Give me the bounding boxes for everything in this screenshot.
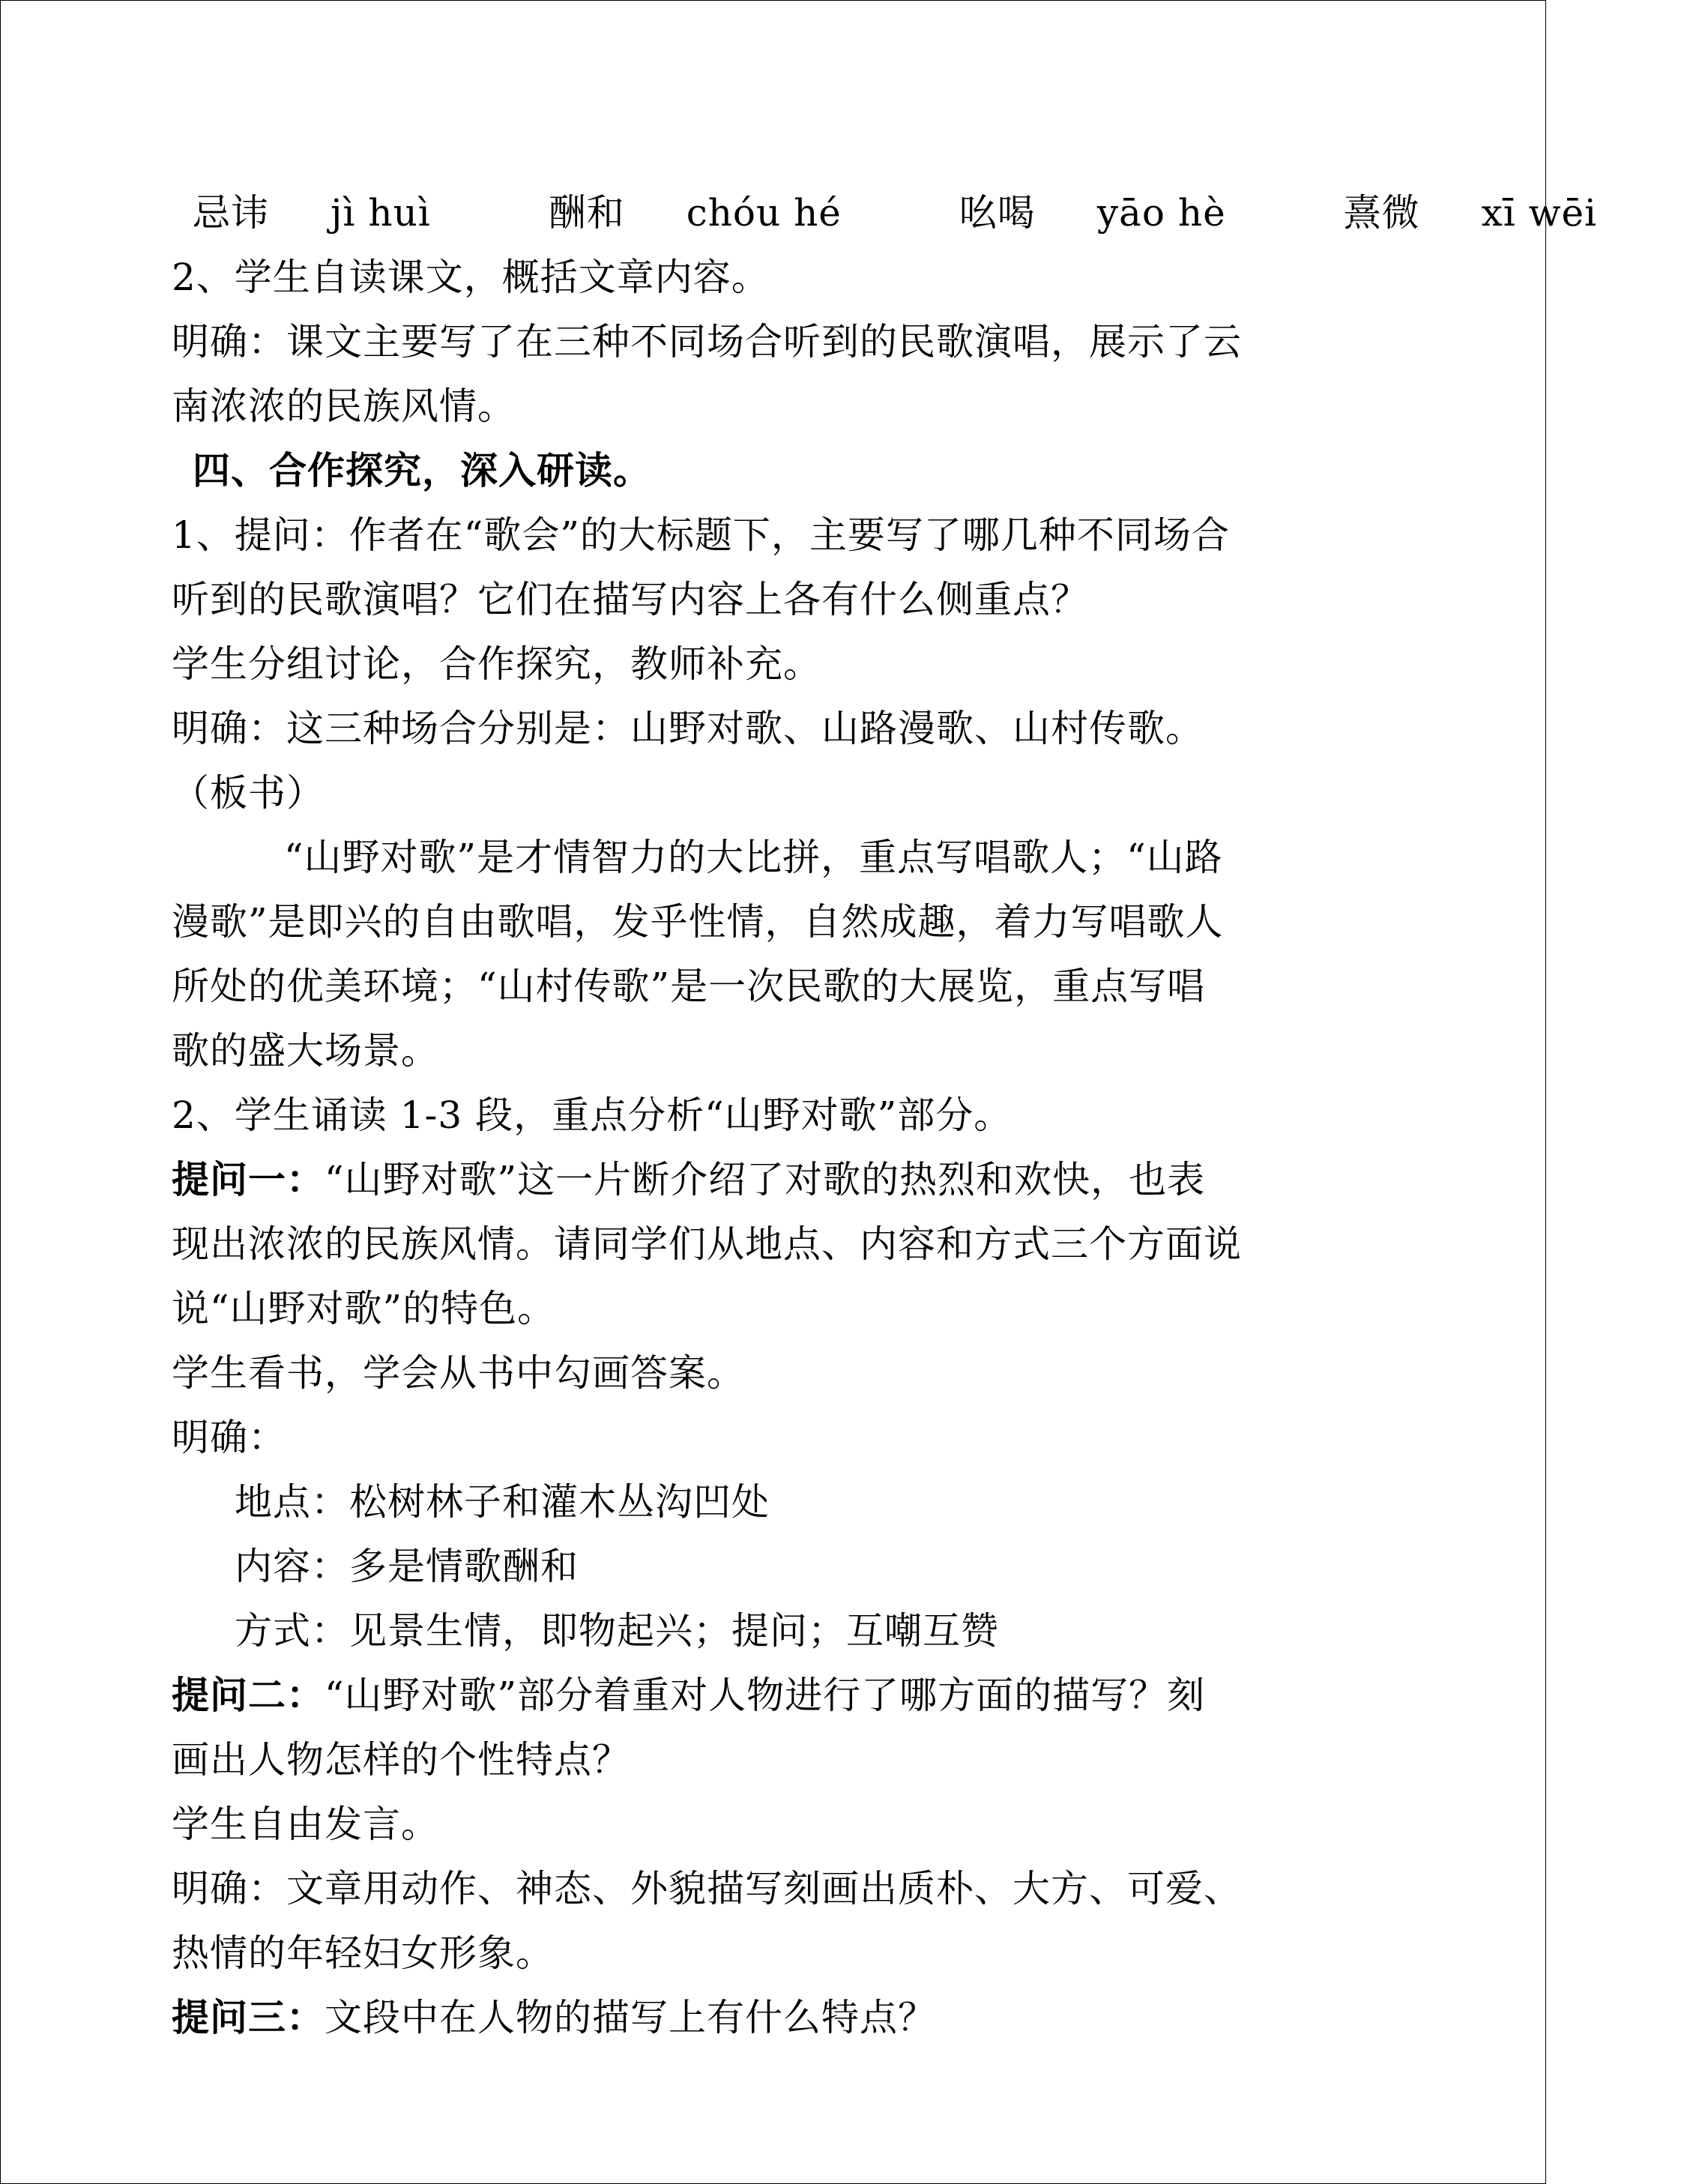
paragraph-line: 南浓浓的民族风情。: [172, 384, 516, 428]
paragraph-line: “山野对歌”是才情智力的大比拼，重点写唱歌人；“山路: [284, 836, 1223, 879]
answer-line: 地点：松树林子和灌木丛沟凹处: [235, 1480, 770, 1524]
question-line: [172, 1147, 1371, 1212]
answer-line: 内容：多是情歌酬和: [235, 1545, 579, 1588]
paragraph-line: 2、学生自读课文，概括文章内容。: [172, 256, 770, 299]
paragraph-line: 学生自由发言。: [172, 1803, 439, 1846]
vocab-pinyin: chóu hé: [686, 191, 842, 235]
paragraph-line: 歌的盛大场景。: [172, 1029, 439, 1073]
paragraph-line: （板书）: [172, 771, 325, 815]
paragraph-line: 画出人物怎样的个性特点？: [172, 1738, 630, 1782]
vocab-item: [549, 191, 894, 235]
paragraph-line: 明确：课文主要写了在三种不同场合听到的民歌演唱，展示了云: [172, 320, 1242, 364]
question-line: [172, 1985, 1371, 2050]
vocab-item: [959, 191, 1279, 235]
paragraph-line: 说“山野对歌”的特色。: [172, 1287, 556, 1330]
paragraph-line: 漫歌”是即兴的自由歌唱，发乎性情，自然成趣，着力写唱歌人: [172, 900, 1224, 944]
paragraph-line: 明确：文章用动作、神态、外貌描写刻画出质朴、大方、可爱、: [172, 1867, 1242, 1910]
vocabulary-line: [172, 181, 1598, 245]
vocab-word: 忌讳: [193, 191, 269, 235]
paragraph-line: 2、学生诵读 1-3 段，重点分析“山野对歌”部分。: [172, 1093, 1013, 1137]
paragraph-line: 明确：: [172, 1416, 286, 1459]
paragraph-line: 所处的优美环境；“山村传歌”是一次民歌的大展览，重点写唱: [172, 965, 1206, 1008]
vocab-item: [193, 191, 483, 235]
question-text: “山野对歌”这一片断介绍了对歌的热烈和欢快，也表: [325, 1158, 1206, 1201]
paragraph-line: 明确：这三种场合分别是：山野对歌、山路漫歌、山村传歌。: [172, 707, 1204, 750]
section-heading: 四、合作探究，深入研读。: [193, 448, 651, 492]
question-label: 提问二：: [172, 1673, 325, 1717]
paragraph-line: 学生分组讨论，合作探究，教师补充。: [172, 642, 821, 686]
vocab-pinyin: xī wēi: [1481, 191, 1598, 235]
paragraph-line: 听到的民歌演唱？它们在描写内容上各有什么侧重点？: [172, 578, 1089, 621]
question-text: 文段中在人物的描写上有什么特点？: [325, 1996, 936, 2039]
vocab-item: [1344, 191, 1650, 235]
vocab-pinyin: jì huì: [331, 191, 431, 235]
paragraph-line: 现出浓浓的民族风情。请同学们从地点、内容和方式三个方面说: [172, 1222, 1242, 1266]
paragraph-line: 热情的年轻妇女形象。: [172, 1931, 554, 1975]
question-label: 提问一：: [172, 1157, 325, 1201]
question-label: 提问三：: [172, 1995, 325, 2039]
vocab-pinyin: yāo hè: [1096, 191, 1226, 235]
vocab-word: 熹微: [1343, 191, 1420, 235]
vocab-word: 酬和: [548, 191, 625, 235]
answer-line: 方式：见景生情，即物起兴；提问；互嘲互赞: [235, 1609, 999, 1653]
question-text: “山野对歌”部分着重对人物进行了哪方面的描写？刻: [325, 1674, 1206, 1717]
question-line: [172, 1663, 1371, 1728]
paragraph-line: 1、提问：作者在“歌会”的大标题下，主要写了哪几种不同场合: [172, 513, 1230, 557]
document-body: [172, 181, 1598, 2050]
paragraph-line: 学生看书，学会从书中勾画答案。: [172, 1351, 745, 1395]
vocab-word: 吆喝: [959, 191, 1036, 235]
